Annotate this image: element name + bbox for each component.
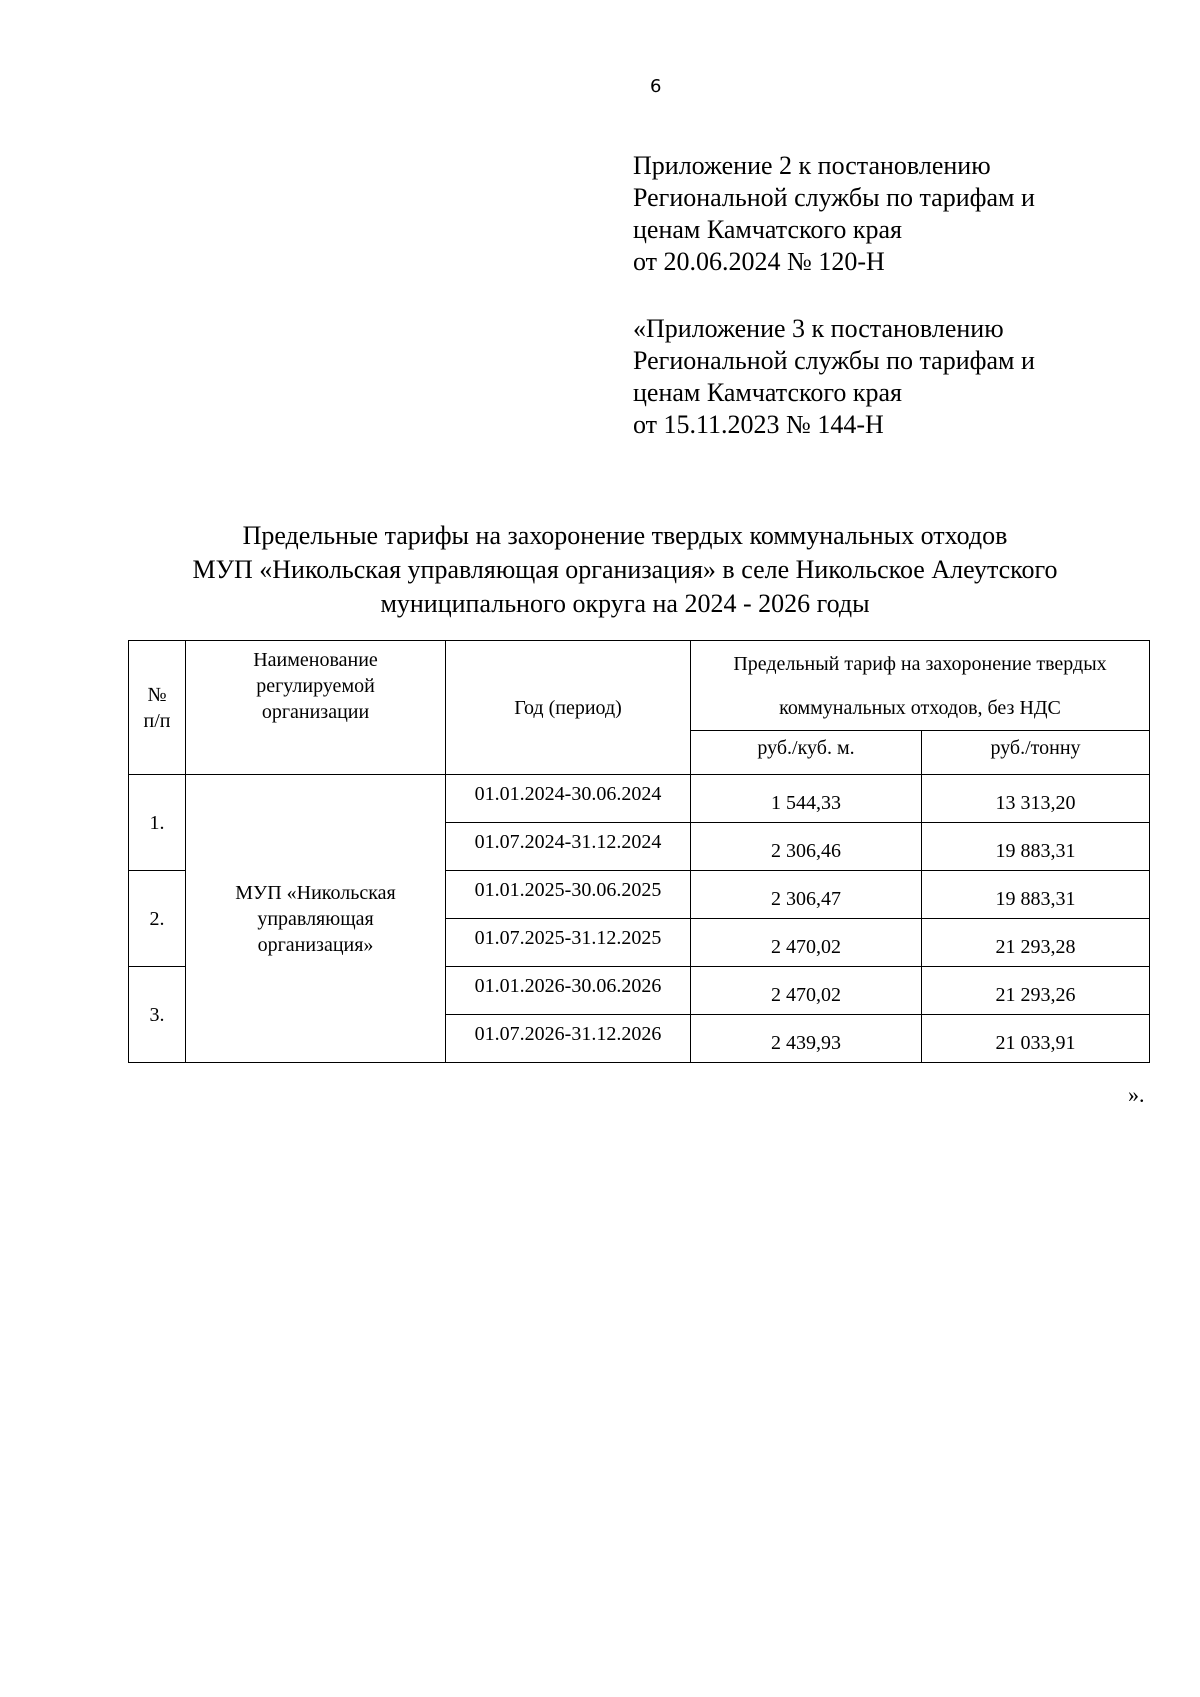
header-unit-mass: руб./тонну xyxy=(922,731,1150,775)
annex-current-line: ценам Камчатского края xyxy=(633,215,902,244)
tariff-mass-cell: 13 313,20 xyxy=(922,775,1150,823)
header-number-line1: № xyxy=(147,683,167,706)
tariff-volume-cell: 1 544,33 xyxy=(691,775,922,823)
period-cell: 01.07.2026-31.12.2026 xyxy=(446,1015,691,1063)
period-cell: 01.07.2025-31.12.2025 xyxy=(446,919,691,967)
header-period: Год (период) xyxy=(446,641,691,775)
page-number: 6 xyxy=(650,76,662,97)
annex-original-line: от 15.11.2023 № 144-Н xyxy=(633,410,884,439)
period-cell: 01.01.2025-30.06.2025 xyxy=(446,871,691,919)
table-row xyxy=(129,775,1150,823)
tariff-volume-cell: 2 439,93 xyxy=(691,1015,922,1063)
header-number xyxy=(129,641,186,775)
row-number: 2. xyxy=(129,871,186,967)
annex-original-line: Региональной службы по тарифам и xyxy=(633,346,1035,375)
header-tariff xyxy=(691,641,1150,731)
document-title xyxy=(100,519,1150,621)
title-line: муниципального округа на 2024 - 2026 годы xyxy=(380,589,870,618)
tariff-mass-cell: 21 293,26 xyxy=(922,967,1150,1015)
row-number: 1. xyxy=(129,775,186,871)
row-number: 3. xyxy=(129,967,186,1063)
organization-name: МУП «Никольская управляющая организация» xyxy=(186,775,446,1063)
tariff-volume-cell: 2 470,02 xyxy=(691,967,922,1015)
annex-original-reference xyxy=(633,313,1153,441)
tariff-mass-cell: 21 293,28 xyxy=(922,919,1150,967)
closing-quote-mark: ». xyxy=(1128,1082,1145,1107)
header-number-line2: п/п xyxy=(143,709,171,732)
annex-current-line: Региональной службы по тарифам и xyxy=(633,183,1035,212)
title-line: МУП «Никольская управляющая организация» в селе Никольское Алеутского xyxy=(192,555,1058,584)
tariff-volume-cell: 2 306,47 xyxy=(691,871,922,919)
annex-current-line: Приложение 2 к постановлению xyxy=(633,151,991,180)
annex-current-line: от 20.06.2024 № 120-Н xyxy=(633,247,885,276)
header-tariff-line1: Предельный тариф на захоронение твердых xyxy=(733,652,1107,675)
tariff-volume-cell: 2 470,02 xyxy=(691,919,922,967)
tariff-mass-cell: 19 883,31 xyxy=(922,871,1150,919)
period-cell: 01.01.2026-30.06.2026 xyxy=(446,967,691,1015)
annex-original-line: ценам Камчатского края xyxy=(633,378,902,407)
header-org-name: Наименование регулируемой организации xyxy=(186,641,446,775)
annex-current-reference xyxy=(633,150,1153,278)
tariff-table xyxy=(128,640,1150,1063)
header-unit-volume: руб./куб. м. xyxy=(691,731,922,775)
tariff-mass-cell: 21 033,91 xyxy=(922,1015,1150,1063)
period-cell: 01.07.2024-31.12.2024 xyxy=(446,823,691,871)
tariff-volume-cell: 2 306,46 xyxy=(691,823,922,871)
title-line: Предельные тарифы на захоронение твердых коммунальных отходов xyxy=(242,521,1008,550)
tariff-mass-cell: 19 883,31 xyxy=(922,823,1150,871)
table-header-row xyxy=(129,641,1150,731)
period-cell: 01.01.2024-30.06.2024 xyxy=(446,775,691,823)
annex-original-line: «Приложение 3 к постановлению xyxy=(633,314,1004,343)
header-tariff-line2: коммунальных отходов, без НДС xyxy=(779,696,1061,719)
